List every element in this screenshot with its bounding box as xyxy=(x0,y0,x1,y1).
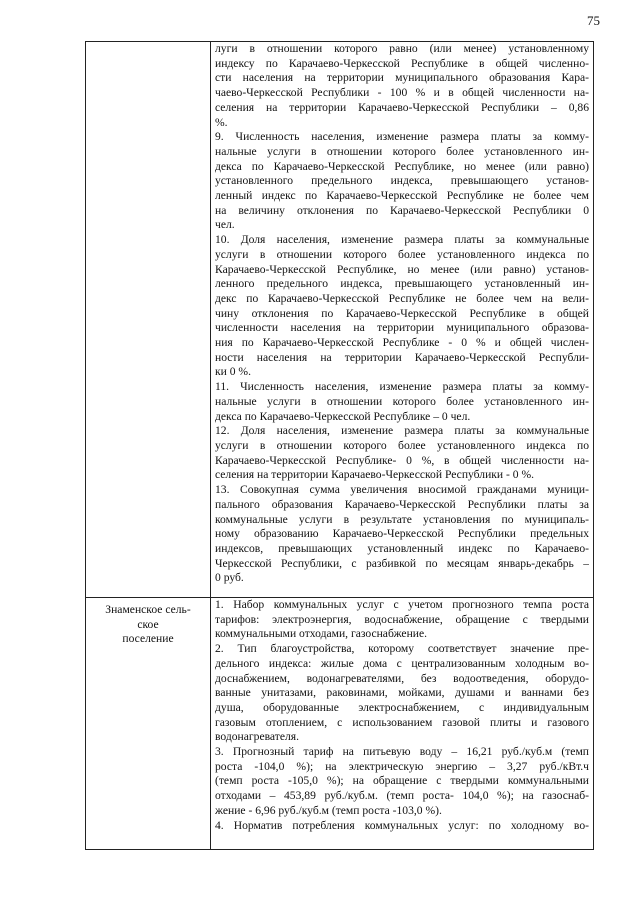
text-line: 11. Численность населения, изменение размера платы за комму- xyxy=(215,380,589,394)
text-line: Карачаево-Черкесской Республике- 0 %, в общей численности на- xyxy=(215,453,589,467)
text-line: %. xyxy=(215,115,228,129)
text-line: селения на территории Карачаево-Черкесской Республики – 0,86 xyxy=(215,100,589,114)
text-line: селения на территории Карачаево-Черкесской Республики - 0 %. xyxy=(215,468,535,482)
text-line: ному образованию Карачаево-Черкесской Республики предельных xyxy=(215,527,589,541)
page-number: 75 xyxy=(587,13,600,28)
text-line: индексу по Карачаево-Черкесской Республике в общей численно- xyxy=(215,56,589,70)
text-line: 1. Набор коммунальных услуг с учетом прогнозного темпа роста xyxy=(215,598,589,611)
text-line: отходами – 453,89 руб./куб.м. (темп роста- 104,0 %); на газоснаб- xyxy=(215,789,589,803)
text-line: 12. Доля населения, изменение размера платы за коммунальные xyxy=(215,424,589,438)
text-line: ния по Карачаево-Черкесской Республике - 0 % и общей числен- xyxy=(215,336,589,350)
table-row-continuation xyxy=(86,42,593,598)
text-line: пального образования Карачаево-Черкесской Республики платы за xyxy=(215,497,589,511)
text-line: (темп роста -105,0 %); на обращение с твердыми коммунальными xyxy=(215,774,589,788)
text-line: чел. xyxy=(215,218,235,232)
text-line: 9. Численность населения, изменение размера платы за комму- xyxy=(215,130,589,144)
text-line: сти населения на территории муниципального образования Кара- xyxy=(215,71,589,85)
text-line: газовым отоплением, с использованием газовой плиты и газового xyxy=(215,715,589,729)
text-line: роста -104,0 %); на электрическую энергию – 3,27 руб./кВт.ч xyxy=(215,759,589,773)
text-line: доснабжением, водонагревателями, без водоотведения, оборудо- xyxy=(215,671,589,685)
text-line: 0 руб. xyxy=(215,571,244,585)
text-line: ки 0 %. xyxy=(215,365,251,379)
text-line: услуги в отношении которого более установленного индекса по xyxy=(215,247,589,261)
text-line: чаево-Черкесской Республики - 100 % и в общей численности на- xyxy=(215,86,589,100)
text-line: нальные услуги в отношении которого более установленного ин- xyxy=(215,394,589,408)
text-line: на величину отклонения по Карачаево-Черкесской Республики 0 xyxy=(215,203,589,217)
text-line: 2. Тип благоустройства, которому соответствует значение пре- xyxy=(215,642,589,656)
text-line: численности населения на территории муниципального образова- xyxy=(215,321,589,335)
text-line: индексов, превышающих установленный индекс по Карачаево- xyxy=(215,541,589,555)
text-line: ванные унитазами, раковинами, мойками, душами и ваннами без xyxy=(215,686,589,700)
area-name-line: ское xyxy=(137,617,159,631)
text-line: луги в отношении которого равно (или менее) установленному xyxy=(215,42,589,55)
text-line: ленного предельного индекса, превышающего установленный ин- xyxy=(215,277,589,291)
area-name-cell xyxy=(86,598,211,849)
text-line: 4. Норматив потребления коммунальных услуг: по холодному во- xyxy=(215,818,589,832)
area-name-cell xyxy=(86,42,211,597)
text-line: ности населения на территории Карачаево-Черкесской Республи- xyxy=(215,350,589,364)
text-line: тарифов: электроэнергия, водоснабжение, обращение с твердыми xyxy=(215,612,589,626)
text-line: декс по Карачаево-Черкесской Республике не более чем на вели- xyxy=(215,291,589,305)
text-line: нальные услуги в отношении которого более установленного ин- xyxy=(215,144,589,158)
table-row-znamenskoe xyxy=(86,598,593,849)
text-line: коммунальные услуги в результате установления по муниципаль- xyxy=(215,512,589,526)
text-line: душа, оборудованные электроснабжением, с индивидуальным xyxy=(215,700,589,714)
text-line: водонагревателя. xyxy=(215,730,299,744)
text-line: декса по Карачаево-Черкесской Республике, но менее (или равно) xyxy=(215,159,589,173)
text-line: 10. Доля населения, изменение размера платы за коммунальные xyxy=(215,233,589,247)
indicators-cell xyxy=(211,598,593,849)
text-line: коммунальными отходами, газоснабжение. xyxy=(215,627,428,641)
text-line: установленного предельного индекса, превышающего установ- xyxy=(215,174,589,188)
text-line: 3. Прогнозный тариф на питьевую воду – 16,21 руб./куб.м (темп xyxy=(215,745,589,759)
text-line: Карачаево-Черкесской Республике, но менее (или равно) установ- xyxy=(215,262,589,276)
text-line: декса по Карачаево-Черкесской Республике – 0 чел. xyxy=(215,409,471,423)
text-line: дельного индекса: жилые дома с централизованным холодным во- xyxy=(215,656,589,670)
text-line: жение - 6,96 руб./куб.м (темп роста -103,0 %). xyxy=(215,803,442,817)
text-line: Черкесской Республики, с разбивкой по месяцам январь-декабрь – xyxy=(215,556,589,570)
area-name-line: Знаменское сель- xyxy=(105,603,191,616)
indicators-cell xyxy=(211,42,593,597)
document-table xyxy=(85,41,594,850)
text-line: 13. Совокупная сумма увеличения вносимой гражданами муници- xyxy=(215,483,589,497)
text-line: услуги в отношении которого более установленного индекса по xyxy=(215,438,589,452)
area-name-line: поселение xyxy=(122,632,174,646)
text-line: ленный индекс по Карачаево-Черкесской Республике не более чем xyxy=(215,189,589,203)
text-line: чину отклонения по Карачаево-Черкесской Республике в общей xyxy=(215,306,589,320)
